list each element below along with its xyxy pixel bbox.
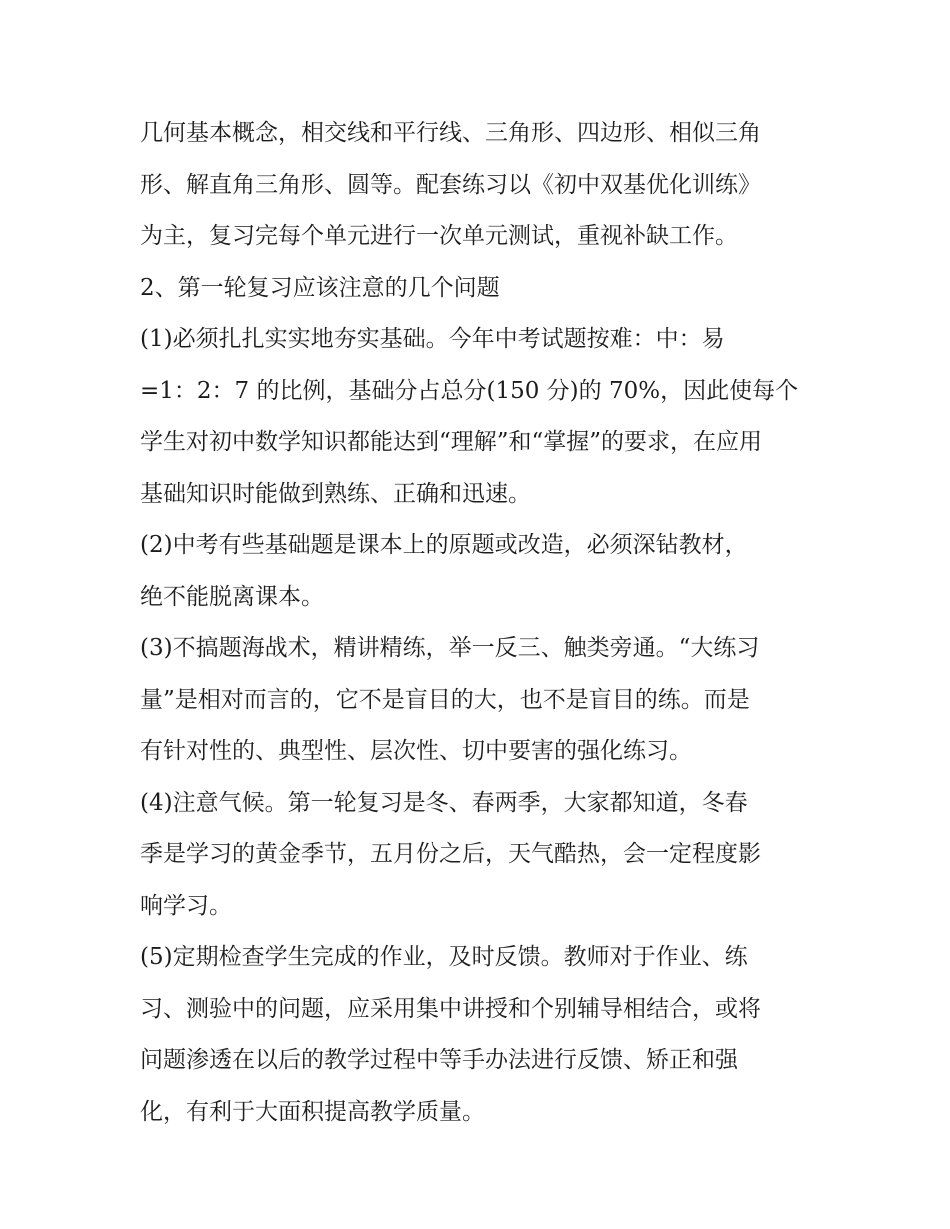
text-line: (5)定期检查学生完成的作业，及时反馈。教师对于作业、练 <box>140 944 748 970</box>
text-line: 形、解直角三角形、圆等。配套练习以《初中双基优化训练》 <box>140 171 761 198</box>
text-line: 基础知识时能做到熟练、正确和迅速。 <box>140 480 531 507</box>
text-line: 为主，复习完每个单元进行一次单元测试，重视补缺工作。 <box>140 223 738 249</box>
text-line: 量”是相对而言的，它不是盲目的大，也不是盲目的练。而是 <box>140 686 750 713</box>
text-line: 季是学习的黄金季节，五月份之后，天气酷热，会一定程度影 <box>140 841 761 867</box>
document-body <box>140 108 820 1138</box>
text-line: 化，有利于大面积提高教学质量。 <box>140 1098 485 1125</box>
text-line: (1)必须扎扎实实地夯实基础。今年中考试题按难：中：易 <box>140 326 725 352</box>
section-heading: 2、第一轮复习应该注意的几个问题 <box>140 274 500 301</box>
text-line: 响学习。 <box>140 892 232 919</box>
text-line: 习、测验中的问题，应采用集中讲授和个别辅导相结合，或将 <box>140 995 761 1022</box>
text-line: 有针对性的、典型性、层次性、切中要害的强化练习。 <box>140 738 692 764</box>
text-line: 学生对初中数学知识都能达到“理解”和“掌握”的要求，在应用 <box>140 429 763 455</box>
text-line: 几何基本概念，相交线和平行线、三角形、四边形、相似三角 <box>140 120 761 146</box>
text-line: =1：2：7 的比例，基础分占总分(150 分)的 70%，因此使每个 <box>140 377 799 404</box>
text-line: (2)中考有些基础题是课本上的原题或改造，必须深钻教材， <box>140 532 748 558</box>
text-line: (4)注意气候。第一轮复习是冬、春两季，大家都知道，冬春 <box>140 789 748 816</box>
text-line: (3)不搞题海战术，精讲精练，举一反三、触类旁通。“大练习 <box>140 635 760 661</box>
text-line: 问题渗透在以后的教学过程中等手办法进行反馈、矫正和强 <box>140 1047 738 1073</box>
text-line: 绝不能脱离课本。 <box>140 583 324 610</box>
